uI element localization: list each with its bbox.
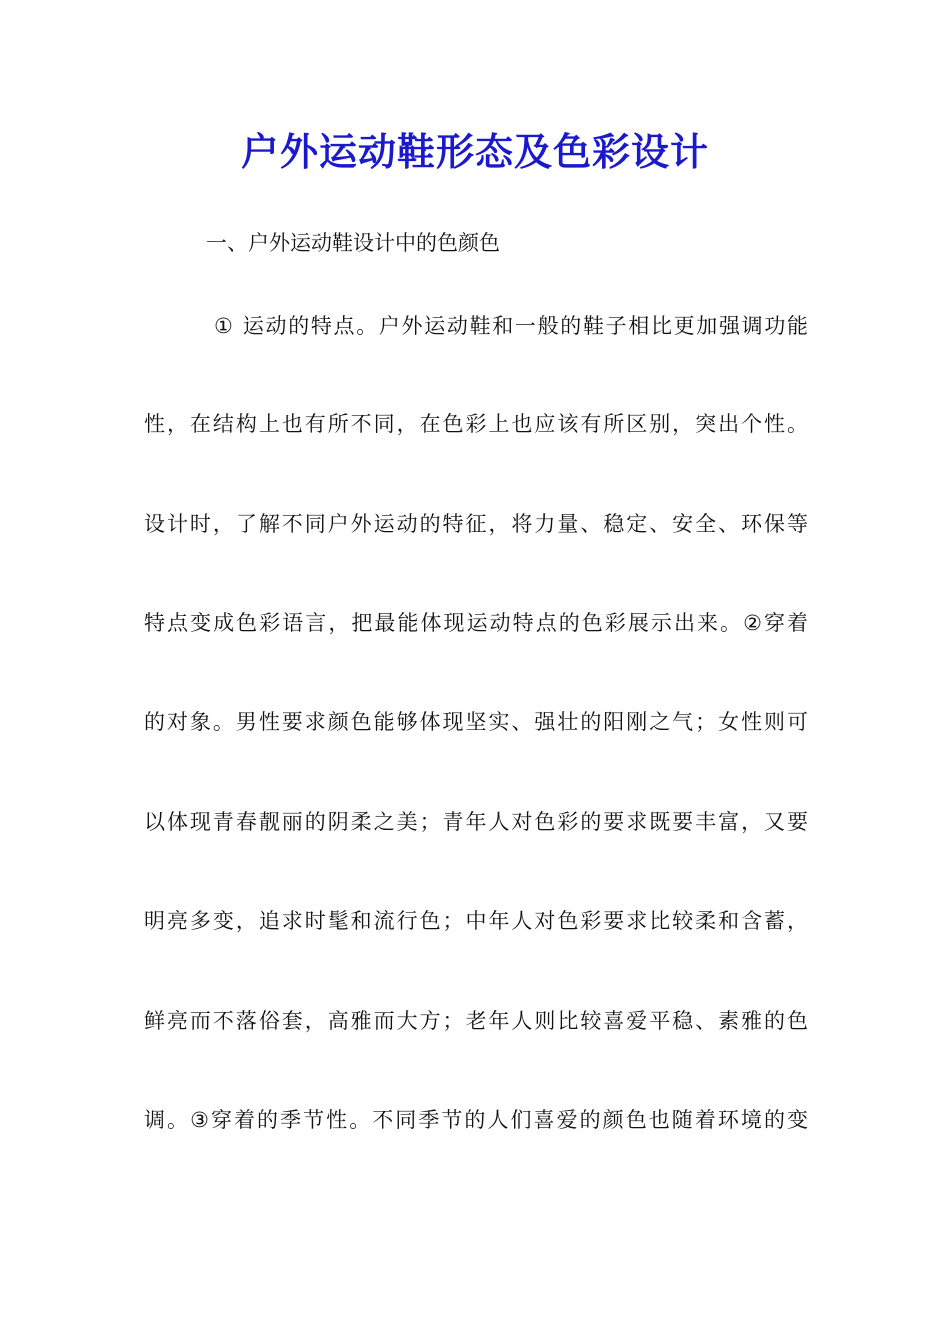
paragraph-line-5: 的对象。男性要求颜色能够体现坚实、强壮的阳刚之气；女性则可 bbox=[144, 710, 808, 734]
paragraph-line-9: 调。③穿着的季节性。不同季节的人们喜爱的颜色也随着环境的变 bbox=[144, 1108, 808, 1132]
document-title: 户外运动鞋形态及色彩设计 bbox=[240, 129, 709, 174]
paragraph-line-8: 鲜亮而不落俗套，高雅而大方；老年人则比较喜爱平稳、素雅的色 bbox=[144, 1009, 808, 1033]
paragraph-line-4: 特点变成色彩语言，把最能体现运动特点的色彩展示出来。②穿着 bbox=[144, 611, 808, 635]
paragraph-line-7: 明亮多变，追求时髦和流行色；中年人对色彩要求比较柔和含蓄， bbox=[144, 909, 808, 933]
paragraph-line-2: 性，在结构上也有所不同，在色彩上也应该有所区别，突出个性。 bbox=[144, 412, 808, 436]
section-heading: 一、户外运动鞋设计中的色颜色 bbox=[206, 231, 500, 255]
paragraph-line-6: 以体现青春靓丽的阴柔之美；青年人对色彩的要求既要丰富，又要 bbox=[144, 810, 808, 834]
paragraph-line-3: 设计时，了解不同户外运动的特征，将力量、稳定、安全、环保等 bbox=[144, 512, 808, 536]
paragraph-line-1: ① 运动的特点。户外运动鞋和一般的鞋子相比更加强调功能 bbox=[214, 314, 808, 338]
